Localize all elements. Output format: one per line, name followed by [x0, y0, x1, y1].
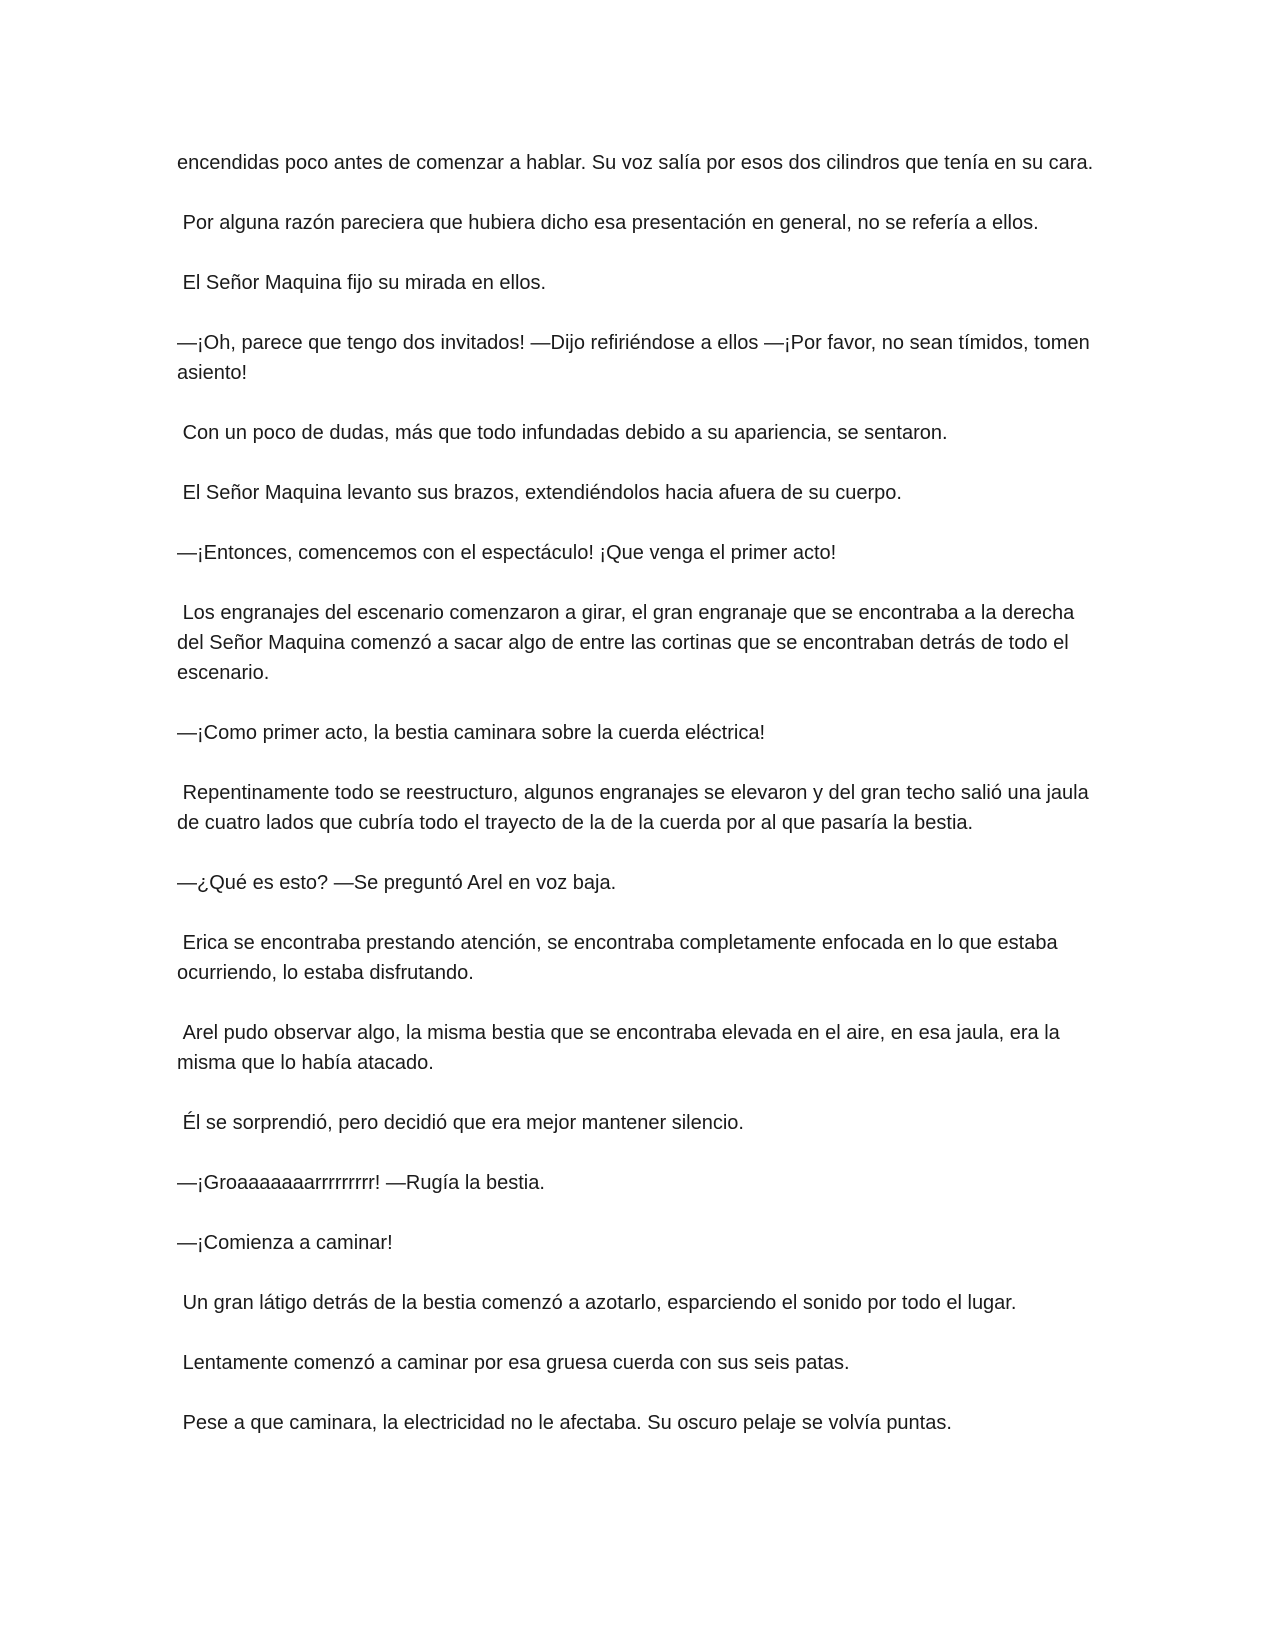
paragraph-17: Un gran látigo detrás de la bestia comenzó a azotarlo, esparciendo el sonido por todo el lugar. — [177, 1292, 1017, 1314]
paragraph-3: El Señor Maquina fijo su mirada en ellos. — [177, 272, 547, 294]
paragraph-12: Erica se encontraba prestando atención, se encontraba completamente enfocada en lo que estaba ocurriendo, lo estaba disfrutando. — [177, 932, 1064, 984]
paragraph-5: Con un poco de dudas, más que todo infundadas debido a su apariencia, se sentaron. — [177, 422, 948, 444]
paragraph-14: Él se sorprendió, pero decidió que era mejor mantener silencio. — [177, 1112, 744, 1134]
paragraph-4: —¡Oh, parece que tengo dos invitados! —Dijo refiriéndose a ellos —¡Por favor, no sean tímidos, tomen asiento! — [177, 332, 1096, 384]
paragraph-2: Por alguna razón pareciera que hubiera dicho esa presentación en general, no se refería a ellos. — [177, 212, 1039, 234]
paragraph-16: —¡Comienza a caminar! — [177, 1232, 393, 1254]
paragraph-6: El Señor Maquina levanto sus brazos, extendiéndolos hacia afuera de su cuerpo. — [177, 482, 902, 504]
paragraph-15: —¡Groaaaaaaarrrrrrrrr! —Rugía la bestia. — [177, 1172, 545, 1194]
paragraph-8: Los engranajes del escenario comenzaron a girar, el gran engranaje que se encontraba a la derecha del Señor Maquina comenzó a sacar algo de entre las cortinas que se encontraban detrás de todo el escenario. — [177, 602, 1080, 684]
paragraph-10: Repentinamente todo se reestructuro, algunos engranajes se elevaron y del gran techo salió una jaula de cuatro lados que cubría todo el trayecto de la de la cuerda por al que pasaría la bestia. — [177, 782, 1095, 834]
paragraph-9: —¡Como primer acto, la bestia caminara sobre la cuerda eléctrica! — [177, 722, 766, 744]
paragraph-11: —¿Qué es esto? —Se preguntó Arel en voz baja. — [177, 872, 617, 894]
paragraph-7: —¡Entonces, comencemos con el espectáculo! ¡Que venga el primer acto! — [177, 542, 837, 564]
paragraph-18: Lentamente comenzó a caminar por esa gruesa cuerda con sus seis patas. — [177, 1352, 850, 1374]
paragraph-13: Arel pudo observar algo, la misma bestia que se encontraba elevada en el aire, en esa jaula, era la misma que lo había atacado. — [177, 1022, 1066, 1074]
paragraph-19: Pese a que caminara, la electricidad no le afectaba. Su oscuro pelaje se volvía puntas. — [177, 1412, 952, 1434]
paragraph-1: encendidas poco antes de comenzar a hablar. Su voz salía por esos dos cilindros que tenía en su cara. — [177, 152, 1094, 174]
text-column — [177, 148, 1097, 1468]
